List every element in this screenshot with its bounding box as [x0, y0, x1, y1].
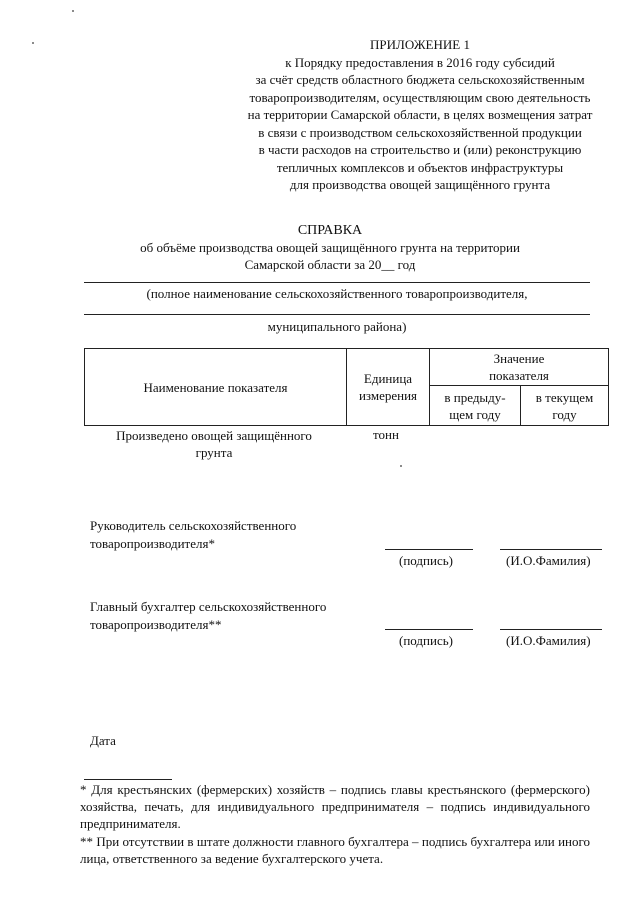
appendix-line: тепличных комплексов и объектов инфраструктуры — [276, 159, 564, 175]
header-prev-year: в предыду-щем году — [429, 385, 521, 426]
footnote-1: * Для крестьянских (фермерских) хозяйств – подпись главы крестьянского (фермерского) хозяйства, печать, для индивидуального предпринимателя – подпись индивидуального предпринимателя. — [80, 782, 590, 831]
producer-caption-2: муниципального района) — [267, 319, 407, 334]
appendix-header — [220, 36, 620, 194]
document-title: СПРАВКА — [297, 223, 363, 238]
appendix-title: ПРИЛОЖЕНИЕ 1 — [370, 37, 470, 52]
accountant-name-line — [500, 629, 602, 630]
producer-name-line — [84, 282, 590, 283]
header-value: Значение показателя — [429, 348, 609, 386]
scan-speck — [400, 465, 402, 467]
appendix-line: товаропроизводителям, осуществляющим свою деятельность — [249, 89, 591, 105]
head-name-line — [500, 549, 602, 550]
row-unit: тонн — [373, 427, 399, 442]
head-signature-caption: (подпись) — [399, 553, 453, 568]
appendix-line: в связи с производством сельскохозяйственной продукции — [258, 124, 582, 140]
scan-speck — [32, 42, 34, 44]
header-unit: Единица измерения — [346, 348, 430, 426]
document-subtitle-line1: об объёме производства овощей защищённого грунта на территории — [140, 240, 520, 255]
row-indicator-label: Произведено овощей защищённого грунта — [116, 428, 312, 460]
header-current-year: в текущем году — [520, 385, 609, 426]
accountant-signature-line — [385, 629, 473, 630]
date-label: Дата — [90, 733, 116, 748]
head-signature-line — [385, 549, 473, 550]
appendix-line: для производства овощей защищённого грунта — [289, 177, 551, 192]
footnote-separator — [84, 779, 172, 780]
accountant-label: Главный бухгалтер сельскохозяйственного товаропроизводителя** — [90, 599, 327, 632]
header-indicator: Наименование показателя — [84, 348, 347, 426]
accountant-name-caption: (И.О.Фамилия) — [506, 633, 591, 648]
appendix-line: на территории Самарской области, в целях возмещения затрат — [247, 107, 593, 122]
producer-caption-1: (полное наименование сельскохозяйственного товаропроизводителя, — [146, 286, 528, 301]
district-name-line — [84, 314, 590, 315]
appendix-line: в части расходов на строительство и (или) реконструкцию — [258, 142, 582, 157]
head-label: Руководитель сельскохозяйственного товаропроизводителя* — [90, 518, 297, 551]
scan-speck — [72, 10, 74, 12]
head-name-caption: (И.О.Фамилия) — [506, 553, 591, 568]
document-title-block — [80, 222, 580, 273]
indicator-table-header — [84, 348, 609, 426]
document-subtitle-line2: Самарской области за 20__ год — [244, 257, 416, 272]
appendix-line: к Порядку предоставления в 2016 году субсидий — [285, 54, 555, 70]
accountant-signature-caption: (подпись) — [399, 633, 453, 648]
footnote-2: ** При отсутствии в штате должности главного бухгалтера – подпись бухгалтера или иного лица, ответственного за ведение бухгалтерского учета. — [80, 834, 590, 866]
appendix-line: за счёт средств областного бюджета сельскохозяйственным — [255, 72, 585, 87]
